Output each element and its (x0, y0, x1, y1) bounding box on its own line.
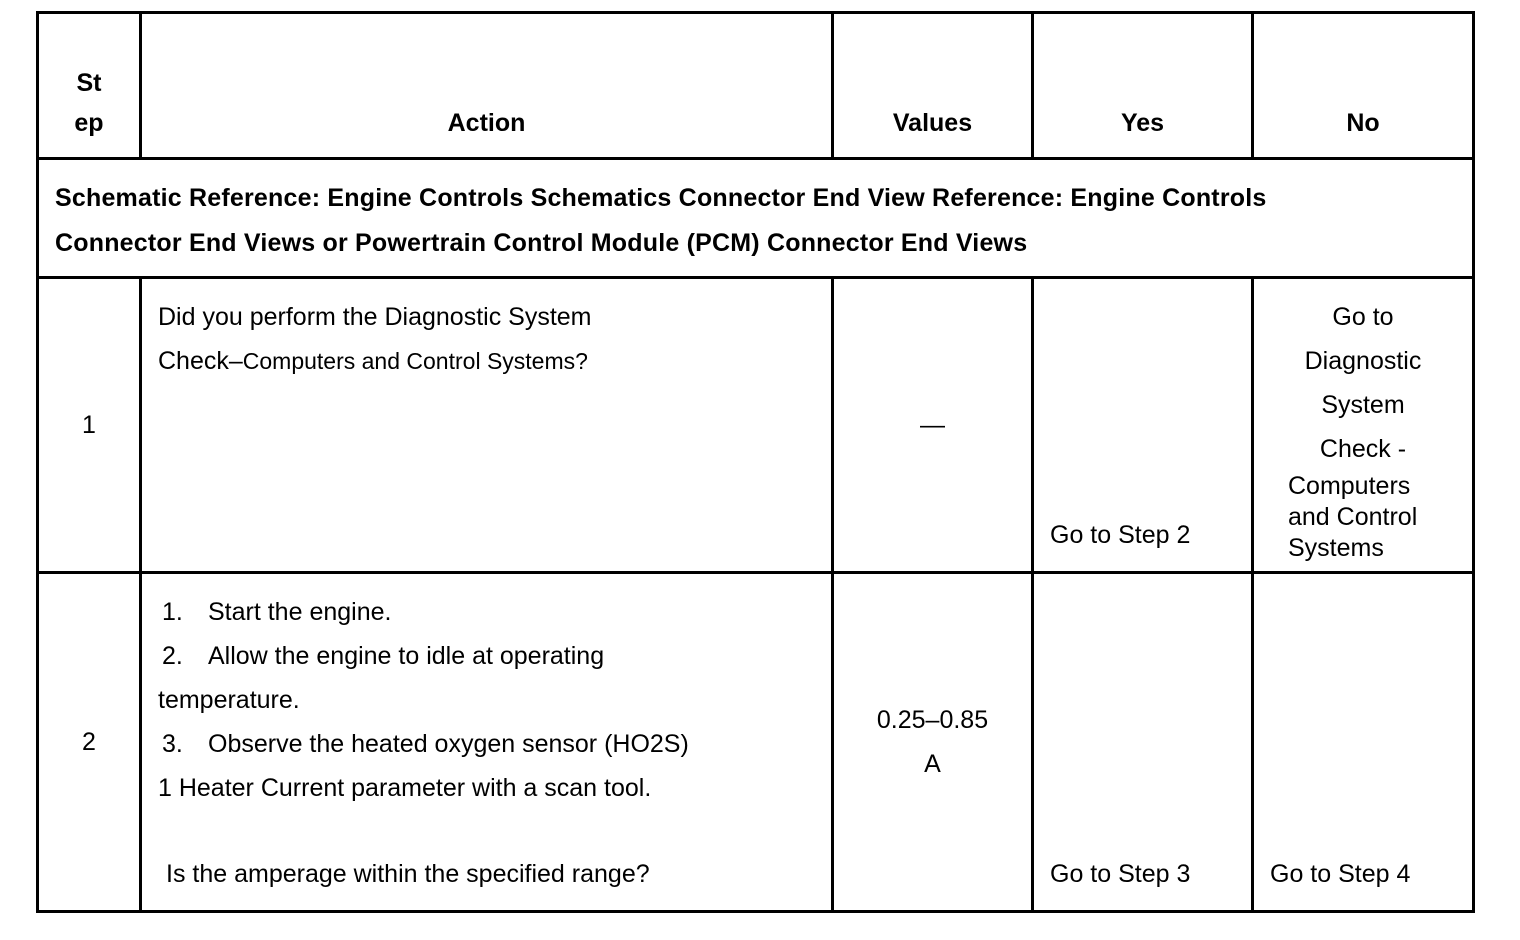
no-text: System (1321, 391, 1405, 419)
yes-cell (1033, 278, 1253, 573)
action-text: Did you perform the Diagnostic System (158, 303, 592, 331)
action-text: Computers and Control Systems? (242, 348, 588, 374)
yes-cell (1033, 573, 1253, 912)
header-step (38, 13, 141, 159)
header-action: Action (141, 13, 833, 159)
yes-link: Go to Step 3 (1050, 860, 1191, 888)
values-cell: — (833, 278, 1033, 573)
reference-row (38, 159, 1474, 278)
no-text: Systems (1288, 534, 1384, 562)
action-text: 1 Heater Current parameter with a scan tool. (158, 774, 652, 802)
values-text: A (924, 750, 941, 778)
header-step-line2: ep (74, 109, 104, 137)
no-cell (1253, 573, 1474, 912)
step-number: 2 (38, 573, 141, 912)
header-step-line1: St (76, 69, 102, 97)
table-row (38, 573, 1474, 912)
no-link: Go to Step 4 (1270, 860, 1411, 888)
no-text: Go to (1332, 303, 1394, 331)
table-row (38, 278, 1474, 573)
reference-cell (38, 159, 1474, 278)
header-values: Values (833, 13, 1033, 159)
diagnostic-table (36, 11, 1475, 913)
no-text: Diagnostic (1304, 347, 1422, 375)
no-cell (1253, 278, 1474, 573)
no-text: Computers (1288, 472, 1411, 500)
action-text: Check– (158, 347, 243, 375)
values-cell (833, 573, 1033, 912)
step-number: 1 (38, 278, 141, 573)
action-cell (141, 573, 833, 912)
values-text: 0.25–0.85 (876, 706, 989, 734)
action-question: Is the amperage within the specified range? (166, 860, 650, 888)
action-item: 2. Allow the engine to idle at operating (162, 642, 605, 670)
action-text: temperature. (158, 686, 300, 714)
no-text: and Control (1288, 503, 1418, 531)
reference-line1: Schematic Reference: Engine Controls Schematics Connector End View Reference: Engine Controls (55, 184, 1267, 212)
header-row (38, 13, 1474, 159)
reference-line2: Connector End Views or Powertrain Control Module (PCM) Connector End Views (55, 229, 1028, 257)
action-item: 1. Start the engine. (162, 598, 392, 626)
yes-link: Go to Step 2 (1050, 521, 1191, 549)
header-yes: Yes (1033, 13, 1253, 159)
header-no: No (1253, 13, 1474, 159)
no-text: Check - (1319, 435, 1407, 463)
action-item: 3. Observe the heated oxygen sensor (HO2S) (162, 730, 689, 758)
action-cell (141, 278, 833, 573)
